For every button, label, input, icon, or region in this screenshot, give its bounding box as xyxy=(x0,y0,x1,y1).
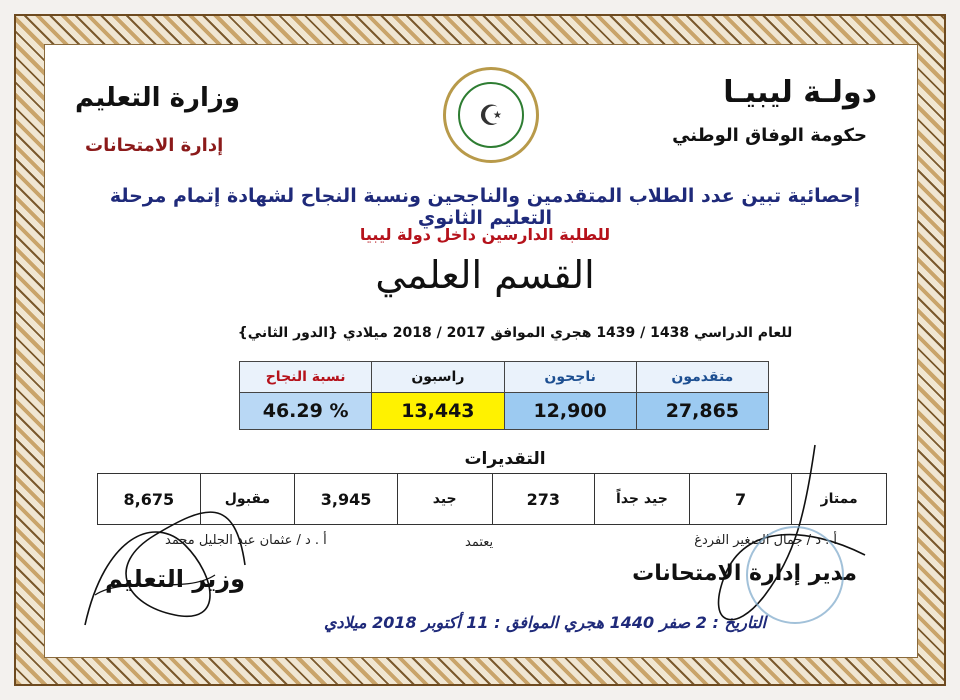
minister-name: أ . د / عثمان عبد الجليل محمد xyxy=(165,533,327,548)
header-applicants: متقدمون xyxy=(636,362,768,393)
grade-excellent-label: ممتاز xyxy=(792,474,887,525)
statistics-header-row xyxy=(240,362,769,393)
value-passed: 12,900 xyxy=(504,393,636,430)
grade-excellent-value: 7 xyxy=(689,474,792,525)
statistics-table xyxy=(239,361,769,430)
crescent-star-icon: ☪ xyxy=(458,82,524,148)
emblem-seal-icon xyxy=(443,67,539,163)
section-title: القسم العلمي xyxy=(375,253,595,297)
header-passed: ناجحون xyxy=(504,362,636,393)
grade-pass-value: 8,675 xyxy=(98,474,201,525)
grades-title: التقديرات xyxy=(464,449,546,469)
issue-date: التاريخ : 2 صفر 1440 هجري الموافق : 11 أكتوبر 2018 ميلادي xyxy=(323,613,767,632)
statistics-value-row xyxy=(240,393,769,430)
director-name: أ . د / جمال الصغير الفردغ xyxy=(694,533,837,548)
header-failed: راسبون xyxy=(372,362,504,393)
grade-pass-label: مقبول xyxy=(200,474,295,525)
grades-row xyxy=(98,474,887,525)
header-pass-rate: نسبة النجاح xyxy=(240,362,372,393)
grade-very-good-value: 273 xyxy=(492,474,595,525)
value-pass-rate: % 46.29 xyxy=(240,393,372,430)
value-failed: 13,443 xyxy=(372,393,504,430)
grades-table xyxy=(97,473,887,525)
statistics-title: إحصائية تبين عدد الطلاب المتقدمين والناجحين ونسبة النجاح لشهادة إتمام مرحلة التعليم الثانوي xyxy=(109,185,861,229)
value-applicants: 27,865 xyxy=(636,393,768,430)
statistics-subtitle: للطلبة الدارسين داخل دولة ليبيا xyxy=(359,225,611,244)
approval-label: يعتمد xyxy=(465,535,494,550)
certificate-paper xyxy=(44,44,918,658)
state-name: دولـة ليبيـا xyxy=(723,75,877,110)
grade-very-good-label: جيد جداً xyxy=(595,474,690,525)
director-title: مدير إدارة الامتحانات xyxy=(632,561,857,586)
department-name: إدارة الامتحانات xyxy=(85,135,224,156)
academic-year: للعام الدراسي 1438 / 1439 هجري الموافق 2017 / 2018 ميلادي {الدور الثاني} xyxy=(237,325,793,341)
government-name: حكومة الوفاق الوطني xyxy=(672,125,867,146)
minister-title: وزير التعليم xyxy=(105,565,246,593)
ministry-name: وزارة التعليم xyxy=(75,83,240,113)
grade-good-label: جيد xyxy=(397,474,492,525)
grade-good-value: 3,945 xyxy=(295,474,398,525)
